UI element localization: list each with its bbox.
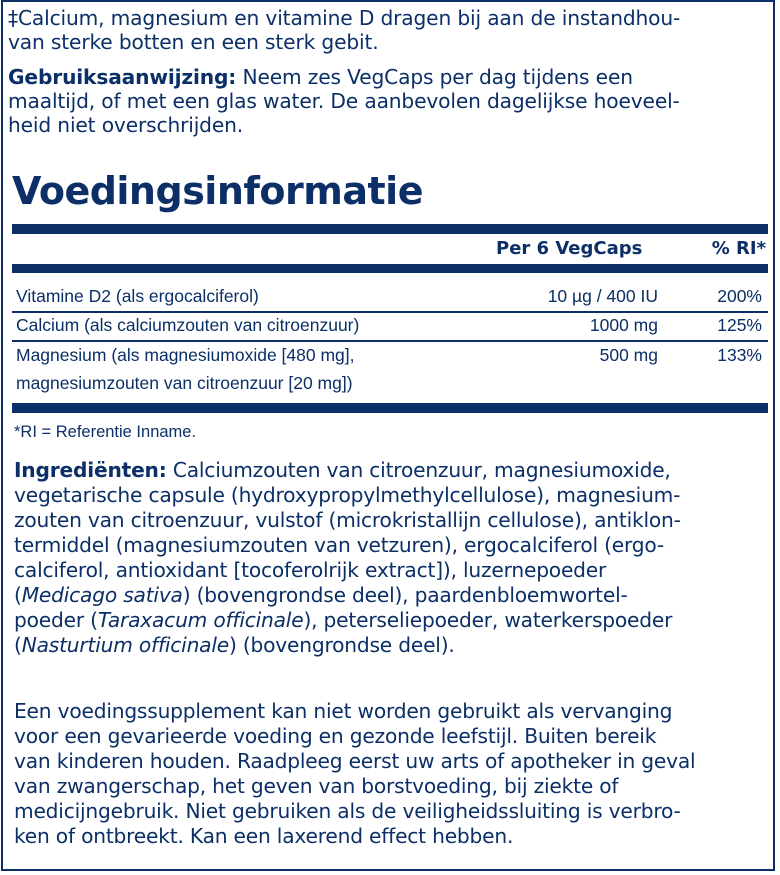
top-text — [8, 6, 768, 137]
table-bottom-rule — [12, 403, 768, 413]
table-top-rule — [12, 224, 768, 234]
ingredients-line: termiddel (magnesiumzouten van vetzuren), ergocalciferol (ergo- — [14, 533, 664, 557]
latin-name: Nasturtium officinale — [21, 633, 229, 657]
warning-line: ken of ontbreekt. Kan een laxerend effect hebben. — [14, 824, 514, 848]
column-header-ri: % RI* — [711, 238, 766, 259]
ingredients-text: Calciumzouten van citroenzuur, magnesiumoxide, — [166, 458, 671, 482]
health-claim — [8, 6, 768, 54]
row-divider — [12, 340, 768, 342]
nutrition-title: Voedingsinformatie — [12, 169, 423, 213]
warning-line: Een voedingssupplement kan niet worden gebruikt als vervanging — [14, 699, 673, 723]
ri-footnote: *RI = Referentie Inname. — [14, 423, 197, 441]
nutrient-name: Magnesium (als magnesiumoxide [480 mg], — [16, 345, 355, 365]
ingredients-text: ), peterseliepoeder, waterkerspoeder — [303, 608, 673, 632]
nutrient-name-cont: magnesiumzouten van citroenzuur [20 mg]) — [16, 373, 353, 393]
usage-line: maaltijd, of met een glas water. De aanbevolen dagelijkse hoeveel- — [8, 89, 680, 113]
ingredients-line — [14, 583, 774, 608]
ingredients-text: ( — [14, 583, 22, 607]
nutrient-ri: 200% — [717, 286, 762, 306]
ingredients-text: ) (bovengrondse deel), paardenbloemwortel- — [182, 583, 628, 607]
nutrient-name: Vitamine D2 (als ergocalciferol) — [16, 286, 259, 306]
usage-line — [8, 65, 768, 89]
nutrient-amount: 500 mg — [599, 345, 658, 365]
usage-line: heid niet overschrijden. — [8, 113, 244, 137]
ingredients-text: ) (bovengrondse deel). — [228, 633, 455, 657]
usage-instructions — [8, 65, 768, 137]
ingredients-list — [14, 458, 774, 658]
warning-line: van kinderen houden. Raadpleeg eerst uw arts of apotheker in geval — [14, 749, 696, 773]
ingredients-line — [14, 633, 774, 658]
latin-name: Taraxacum officinale — [97, 608, 304, 632]
usage-label: Gebruiksaanwijzing: — [8, 65, 237, 89]
ingredients-label: Ingrediënten: — [14, 458, 167, 482]
ingredients-text: poeder ( — [14, 608, 98, 632]
table-header-rule — [12, 264, 768, 273]
warning-text — [14, 699, 774, 849]
claim-line: ‡Calcium, magnesium en vitamine D dragen bij aan de instandhou- — [8, 6, 681, 30]
nutrient-name: Calcium (als calciumzouten van citroenzuur) — [16, 315, 360, 335]
ingredients-line — [14, 608, 774, 633]
ingredients-line: calciferol, antioxidant [tocoferolrijk extract]), luzernepoeder — [14, 558, 607, 582]
column-header-amount: Per 6 VegCaps — [496, 238, 643, 259]
nutrient-ri: 125% — [717, 315, 762, 335]
nutrient-ri: 133% — [717, 345, 762, 365]
ingredients-text: ( — [14, 633, 22, 657]
usage-text: Neem zes VegCaps per dag tijdens een — [236, 65, 633, 89]
ingredients-line: vegetarische capsule (hydroxypropylmethylcellulose), magnesium- — [14, 483, 681, 507]
warning-line: van zwangerschap, het geven van borstvoeding, bij ziekte of — [14, 774, 619, 798]
warning-line: medicijngebruik. Niet gebruiken als de veiligheidssluiting is verbro- — [14, 799, 681, 823]
nutrient-amount: 1000 mg — [589, 315, 658, 335]
warning-line: voor een gevarieerde voeding en gezonde leefstijl. Buiten bereik — [14, 724, 657, 748]
nutrient-amount: 10 µg / 400 IU — [547, 286, 658, 306]
ingredients-line: zouten van citroenzuur, vulstof (microkristallijn cellulose), antiklon- — [14, 508, 681, 532]
claim-line: van sterke botten en een sterk gebit. — [8, 30, 379, 54]
latin-name: Medicago sativa — [21, 583, 183, 607]
ingredients-line — [14, 458, 774, 483]
